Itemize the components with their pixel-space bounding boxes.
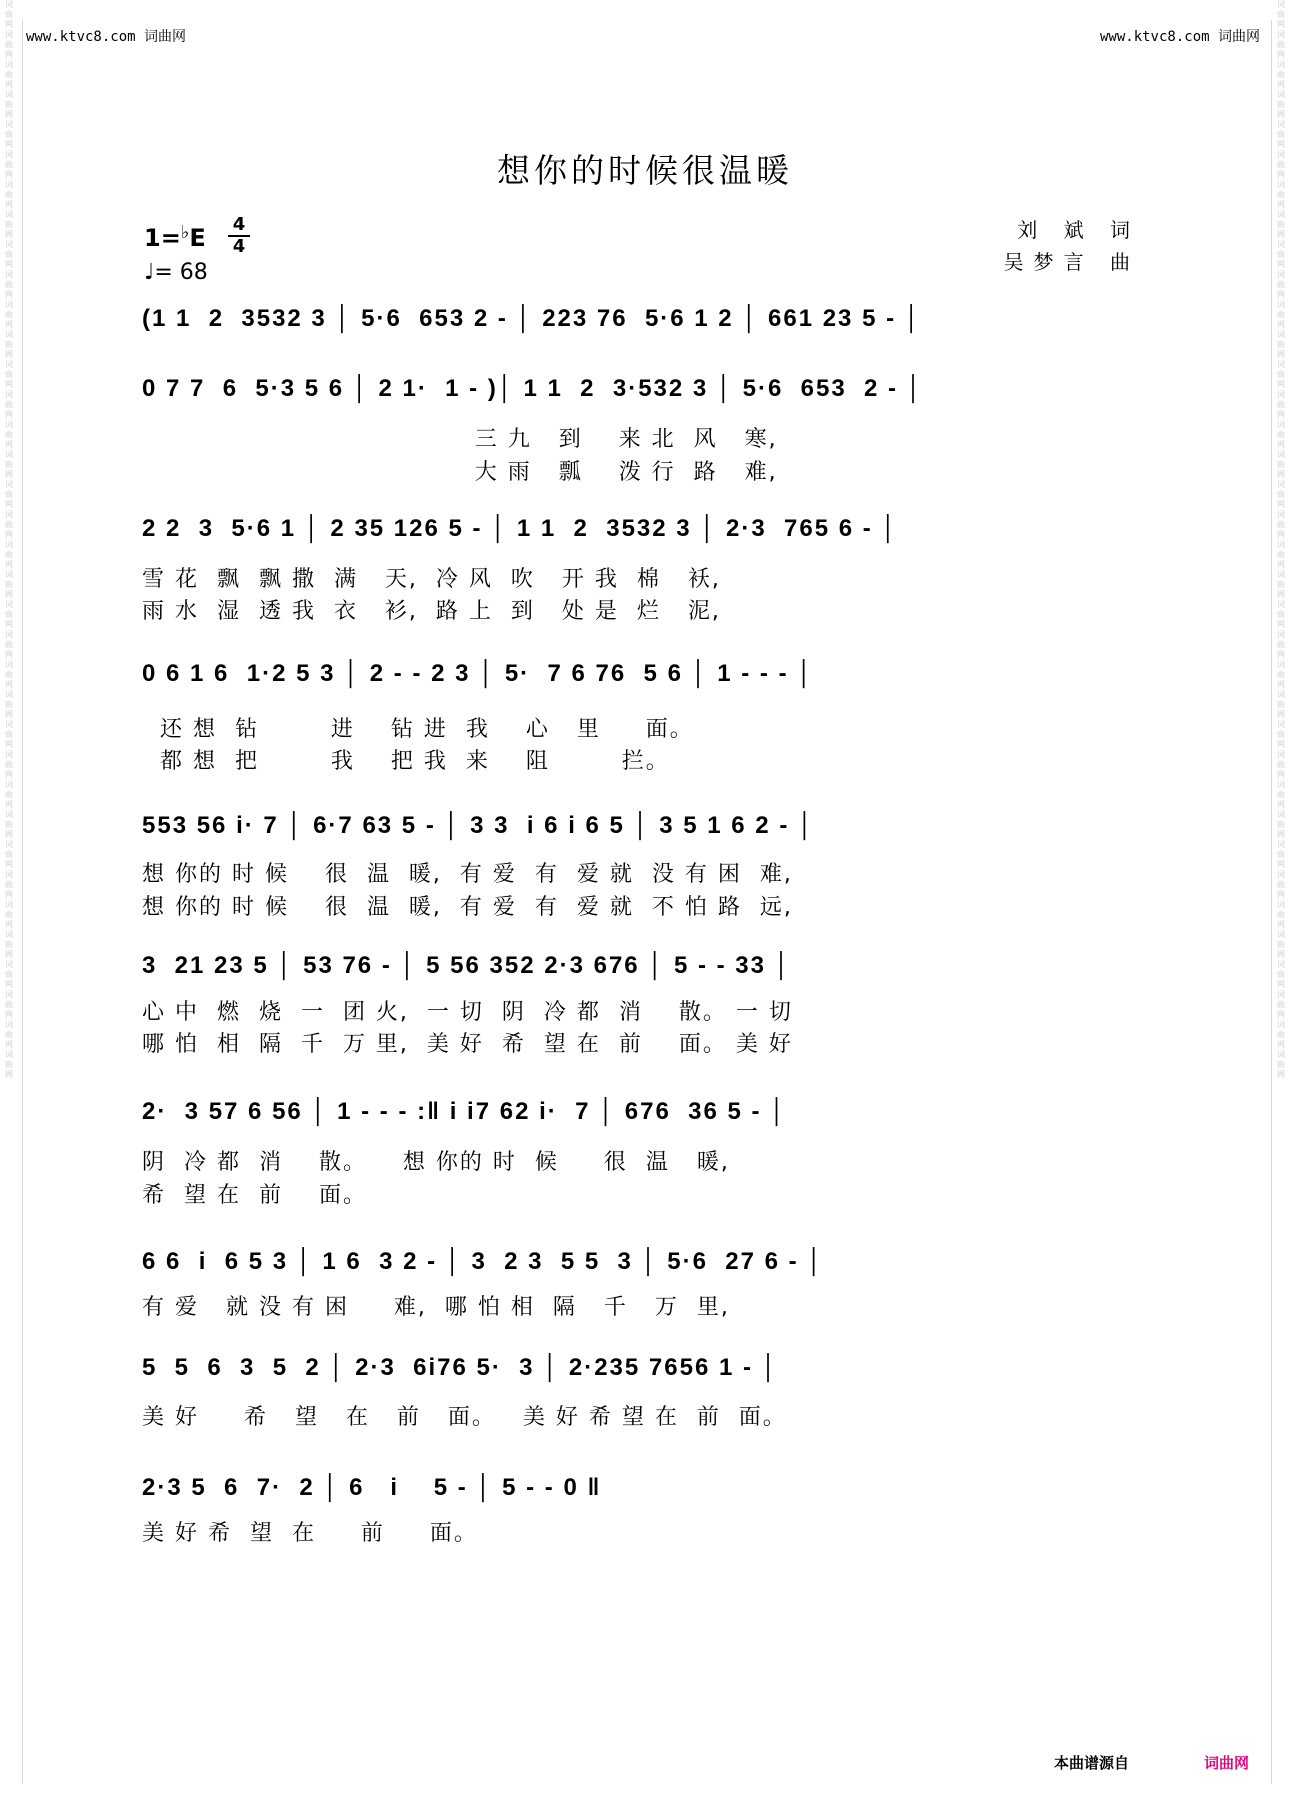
lyric-row-4-verse-2: 都 想 把 我 把 我 来 阻 拦。 bbox=[142, 749, 670, 774]
notation-row-3: 2 2 3 5·6 1 │ 2 35 126 5 - │ 1 1 2 3532 3 │ 2·3 765 6 - │ bbox=[142, 515, 899, 542]
lyric-row-3-verse-2: 雨 水 湿 透 我 衣 衫, 路 上 到 处 是 烂 泥, bbox=[142, 599, 721, 624]
lyric-row-8-verse-1: 有 爱 就 没 有 困 难, 哪 怕 相 隔 千 万 里, bbox=[142, 1295, 730, 1320]
lyric-row-7-verse-2: 希 望 在 前 面。 bbox=[142, 1183, 367, 1208]
watermark-strip-left: 词曲网 词曲网 词曲网 词曲网 词曲网 词曲网 词曲网 词曲网 词曲网 词曲网 词曲网 词曲网 词曲网 词曲网 词曲网 词曲网 词曲网 词曲网 词曲网 词曲网 词曲网 词曲网 词曲网 词曲网 词曲网 词曲网 词曲网 词曲网 词曲网 词曲网 词曲网 词曲网 词曲网 词曲网 词曲网 词曲网 bbox=[5, 0, 16, 1079]
time-signature bbox=[228, 216, 250, 256]
lyric-row-6-verse-1: 心 中 燃 烧 一 团 火, 一 切 阴 冷 都 消 散。 一 切 bbox=[142, 1000, 793, 1025]
footer-brand-link[interactable]: 词曲网 bbox=[1204, 1754, 1250, 1772]
lyric-row-7-verse-1: 阴 冷 都 消 散。 想 你的 时 候 很 温 暖, bbox=[142, 1150, 730, 1175]
notation-row-5: 553 56 i· 7 │ 6·7 63 5 - │ 3 3 i 6 i 6 5 │ 3 5 1 6 2 - │ bbox=[142, 812, 815, 839]
credits bbox=[1004, 214, 1140, 278]
key-signature bbox=[144, 222, 206, 252]
notation-row-9: 5 5 6 3 5 2 │ 2·3 6i76 5· 3 │ 2·235 7656 1 - │ bbox=[142, 1354, 779, 1381]
lyric-row-10-verse-1: 美 好 希 望 在 前 面。 bbox=[142, 1521, 478, 1546]
notation-row-4: 0 6 1 6 1·2 5 3 │ 2 - - 2 3 │ 5· 7 6 76 5 6 │ 1 - - - │ bbox=[142, 660, 815, 687]
lyric-row-2-verse-2: 大 雨 瓢 泼 行 路 难, bbox=[142, 460, 778, 485]
time-sig-top: 4 bbox=[232, 214, 246, 235]
song-title: 想你的时候很温暖 bbox=[497, 151, 793, 190]
key-prefix: 1= bbox=[144, 224, 181, 252]
notation-row-1: (1 1 2 3532 3 │ 5·6 653 2 - │ 223 76 5·6 1 2 │ 661 23 5 - │ bbox=[142, 305, 922, 332]
lyric-row-4-verse-1: 还 想 钻 进 钻 进 我 心 里 面。 bbox=[142, 717, 694, 742]
notation-row-10: 2·3 5 6 7· 2 │ 6 i 5 - │ 5 - - 0 ‖ bbox=[142, 1474, 602, 1501]
notation-row-8: 6 6 i 6 5 3 │ 1 6 3 2 - │ 3 2 3 5 5 3 │ 5·6 27 6 - │ bbox=[142, 1248, 825, 1275]
header-url-right[interactable]: www.ktvc8.com 词曲网 bbox=[1099, 29, 1260, 45]
lyric-row-5-verse-2: 想 你的 时 候 很 温 暖, 有 爱 有 爱 就 不 怕 路 远, bbox=[142, 895, 793, 920]
lyric-row-5-verse-1: 想 你的 时 候 很 温 暖, 有 爱 有 爱 就 没 有 困 难, bbox=[142, 862, 793, 887]
lyric-row-9-verse-1: 美 好 希 望 在 前 面。 美 好 希 望 在 前 面。 bbox=[142, 1405, 787, 1430]
time-sig-bottom: 4 bbox=[232, 236, 246, 257]
lyric-row-3-verse-1: 雪 花 飘 飘 撒 满 天, 冷 风 吹 开 我 棉 袄, bbox=[142, 567, 721, 592]
header-url-left[interactable]: www.ktvc8.com 词曲网 bbox=[26, 29, 187, 45]
notation-row-2: 0 7 7 6 5·3 5 6 │ 2 1· 1 - )│ 1 1 2 3·532 3 │ 5·6 653 2 - │ bbox=[142, 375, 924, 402]
lyricist-credit: 刘 斌 词 bbox=[1017, 218, 1140, 242]
notation-row-6: 3 21 23 5 │ 53 76 - │ 5 56 352 2·3 676 │ 5 - - 33 │ bbox=[142, 952, 792, 979]
notation-row-7: 2· 3 57 6 56 │ 1 - - - :‖ i i7 62 i· 7 │ 676 36 5 - │ bbox=[142, 1098, 788, 1125]
key-note: E bbox=[189, 224, 206, 252]
footer-source: 本曲谱源自 bbox=[1054, 1754, 1130, 1772]
composer-credit: 吴梦言 曲 bbox=[1003, 250, 1140, 274]
lyric-row-6-verse-2: 哪 怕 相 隔 千 万 里, 美 好 希 望 在 前 面。 美 好 bbox=[142, 1032, 793, 1057]
watermark-strip-right: 词曲网 词曲网 词曲网 词曲网 词曲网 词曲网 词曲网 词曲网 词曲网 词曲网 词曲网 词曲网 词曲网 词曲网 词曲网 词曲网 词曲网 词曲网 词曲网 词曲网 词曲网 词曲网 词曲网 词曲网 词曲网 词曲网 词曲网 词曲网 词曲网 词曲网 词曲网 词曲网 词曲网 词曲网 词曲网 词曲网 bbox=[1277, 0, 1288, 1079]
flat-icon: ♭ bbox=[180, 222, 190, 243]
tempo-marking: ♩= 68 bbox=[144, 260, 208, 285]
lyric-row-2-verse-1: 三 九 到 来 北 风 寒, bbox=[142, 427, 778, 452]
